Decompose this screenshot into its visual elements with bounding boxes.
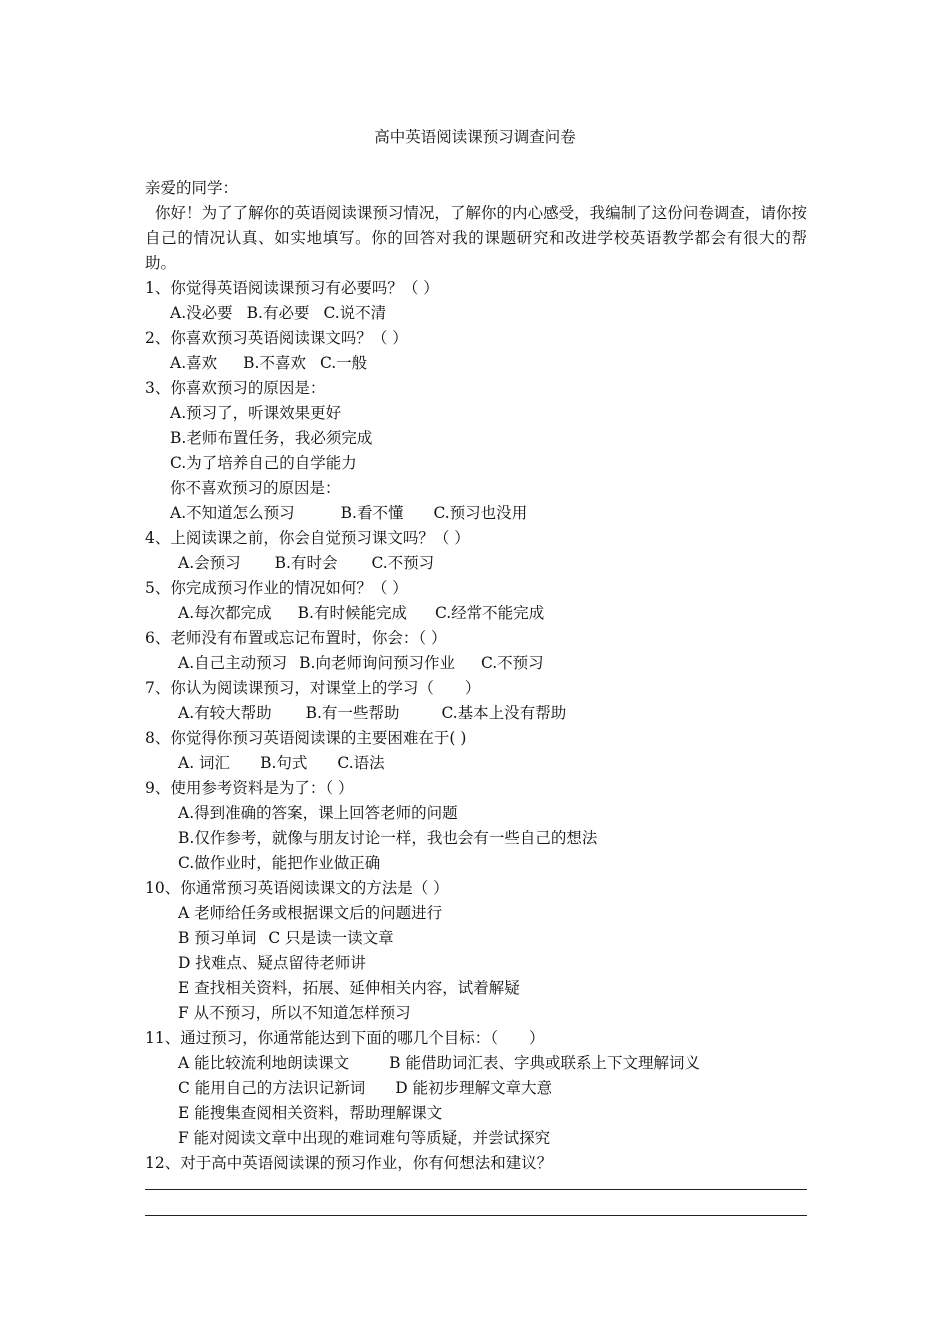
option-a[interactable]: A. 词汇: [178, 754, 231, 772]
question-8: 8、你觉得你预习英语阅读课的主要困难在于( ): [145, 729, 467, 747]
option-d[interactable]: D 能初步理解文章大意: [395, 1079, 553, 1097]
option-a[interactable]: A 能比较流利地朗读课文: [178, 1054, 350, 1072]
question-11-options-cd: [145, 1076, 807, 1101]
option-b[interactable]: B.向老师询问预习作业: [299, 654, 455, 672]
option-c[interactable]: C.不预习: [480, 654, 544, 672]
question-1: 1、你觉得英语阅读课预习有必要吗？（ ）: [145, 279, 439, 297]
question-5: 5、你完成预习作业的情况如何？（ ）: [145, 579, 408, 597]
question-7-options: [145, 701, 807, 726]
option-c[interactable]: C.经常不能完成: [434, 604, 545, 622]
option-d[interactable]: D 找难点、疑点留待老师讲: [178, 954, 366, 972]
option-c[interactable]: C 能用自己的方法识记新词: [178, 1079, 366, 1097]
question-2-options: [145, 351, 807, 376]
option-c[interactable]: C.为了培养自己的自学能力: [170, 454, 357, 472]
question-3: 3、你喜欢预习的原因是：: [145, 379, 326, 397]
intro-paragraph: 你好！为了了解你的英语阅读课预习情况，了解你的内心感受，我编制了这份问卷调查，请你按自己的情况认真、如实地填写。你的回答对我的课题研究和改进学校英语教学都会有很大的帮助。: [145, 204, 807, 272]
question-3-sub: 你不喜欢预习的原因是：: [170, 479, 341, 497]
question-6-options: [145, 651, 807, 676]
question-5-options: [145, 601, 807, 626]
option-b[interactable]: B.有时候能完成: [297, 604, 407, 622]
survey-title: 高中英语阅读课预习调查问卷: [374, 128, 576, 146]
option-b[interactable]: B.不喜欢: [243, 354, 306, 372]
question-10: 10、你通常预习英语阅读课文的方法是（ ）: [145, 879, 449, 897]
question-4: 4、上阅读课之前，你会自觉预习课文吗？（ ）: [145, 529, 470, 547]
option-a[interactable]: A.预习了，听课效果更好: [170, 404, 342, 422]
option-e[interactable]: E 能搜集查阅相关资料，帮助理解课文: [178, 1104, 443, 1122]
option-a[interactable]: A.不知道怎么预习: [170, 504, 295, 522]
answer-line-2[interactable]: [145, 1202, 807, 1216]
question-11-options-ab: [145, 1051, 807, 1076]
option-a[interactable]: A.得到准确的答案，课上回答老师的问题: [178, 804, 458, 822]
option-b[interactable]: B.有一些帮助: [305, 704, 400, 722]
option-c[interactable]: C.做作业时，能把作业做正确: [178, 854, 381, 872]
option-b[interactable]: B 预习单词: [178, 929, 257, 947]
question-11: 11、通过预习，你通常能达到下面的哪几个目标：（ ）: [145, 1029, 545, 1047]
answer-line-1[interactable]: [145, 1176, 807, 1190]
option-b[interactable]: B.老师布置任务，我必须完成: [170, 429, 373, 447]
option-c[interactable]: C.预习也没用: [433, 504, 528, 522]
option-c[interactable]: C.说不清: [323, 304, 387, 322]
option-a[interactable]: A.会预习: [178, 554, 241, 572]
option-b[interactable]: B 能借助词汇表、字典或联系上下文理解词义: [389, 1054, 700, 1072]
option-e[interactable]: E 查找相关资料，拓展、延伸相关内容，试着解疑: [178, 979, 520, 997]
option-a[interactable]: A 老师给任务或根据课文后的问题进行: [178, 904, 443, 922]
option-b[interactable]: B.句式: [260, 754, 308, 772]
question-3-sub-options: [145, 501, 807, 526]
option-f[interactable]: F 能对阅读文章中出现的难词难句等质疑，并尝试探究: [178, 1129, 551, 1147]
question-4-options: [145, 551, 807, 576]
option-b[interactable]: B.仅作参考，就像与朋友讨论一样，我也会有一些自己的想法: [178, 829, 598, 847]
option-c[interactable]: C 只是读一读文章: [268, 929, 394, 947]
option-a[interactable]: A.没必要: [170, 304, 233, 322]
option-a[interactable]: A.有较大帮助: [178, 704, 272, 722]
option-c[interactable]: C.语法: [337, 754, 385, 772]
question-2: 2、你喜欢预习英语阅读课文吗？（ ）: [145, 329, 408, 347]
option-b[interactable]: B.有必要: [246, 304, 310, 322]
question-1-options: [145, 301, 807, 326]
option-c[interactable]: C.不预习: [371, 554, 435, 572]
question-6: 6、老师没有布置或忘记布置时，你会：（ ）: [145, 629, 447, 647]
greeting: 亲爱的同学：: [145, 179, 239, 197]
option-a[interactable]: A.每次都完成: [178, 604, 272, 622]
question-8-options: [145, 751, 807, 776]
question-12: 12、对于高中英语阅读课的预习作业，你有何想法和建议？: [145, 1154, 553, 1172]
option-c[interactable]: C.一般: [319, 354, 368, 372]
option-b[interactable]: B.看不懂: [340, 504, 404, 522]
survey-content: [145, 176, 807, 1228]
option-a[interactable]: A.喜欢: [170, 354, 218, 372]
option-a[interactable]: A.自己主动预习: [178, 654, 288, 672]
option-c[interactable]: C.基本上没有帮助: [441, 704, 567, 722]
question-9: 9、使用参考资料是为了：（ ）: [145, 779, 354, 797]
option-b[interactable]: B.有时会: [274, 554, 338, 572]
question-7: 7、你认为阅读课预习，对课堂上的学习（ ）: [145, 679, 481, 697]
question-10-options-bc: [145, 926, 807, 951]
option-f[interactable]: F 从不预习，所以不知道怎样预习: [178, 1004, 411, 1022]
